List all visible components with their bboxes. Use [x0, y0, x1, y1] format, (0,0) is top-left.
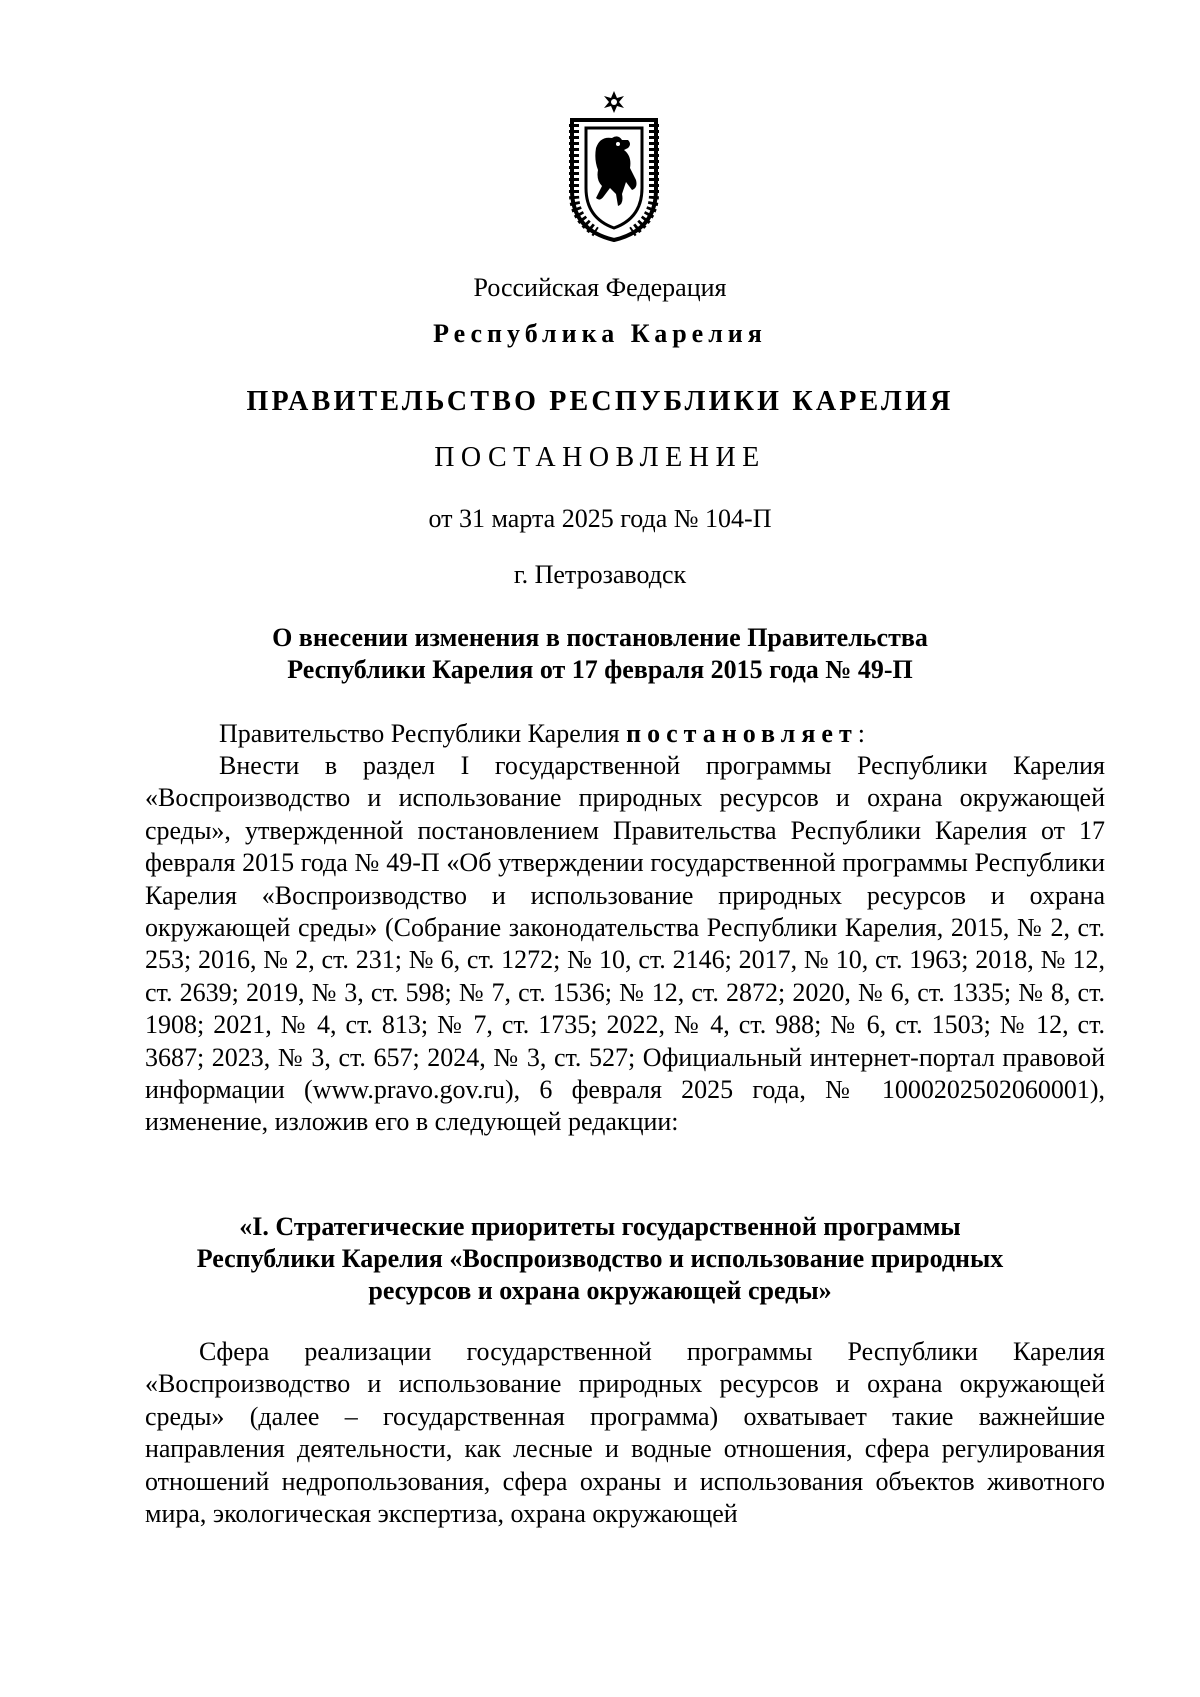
republic-line: Республика Карелия: [433, 319, 767, 348]
section-heading-line: «I. Стратегические приоритеты государственной программы: [239, 1212, 961, 1241]
intro-prefix: Правительство Республики Карелия: [219, 719, 627, 748]
government-line: ПРАВИТЕЛЬСТВО РЕСПУБЛИКИ КАРЕЛИЯ: [246, 386, 954, 417]
section-heading-line: Республики Карелия «Воспроизводство и использование природных: [196, 1244, 1004, 1273]
date-number-line: от 31 марта 2025 года № 104-П: [428, 504, 772, 533]
city-line: г. Петрозаводск: [513, 560, 687, 589]
document-title: [180, 622, 1020, 686]
country-line: Российская Федерация: [473, 273, 727, 302]
intro-emphasis: постановляет: [626, 719, 858, 748]
main-paragraph: Внести в раздел I государственной программы Республики Карелия «Воспроизводство и использование природных ресурсов и охрана окружающей среды», утвержденной постановлением Правительства Республики Карелия от 17 февраля 2015 года № 49-П «Об утверждении государственной программы Республики Карелия «Воспроизводство и использование природных ресурсов и охрана окружающей среды» (Собрание законодательства Республики Карелия, 2015, № 2, ст. 253; 2016, № 2, ст. 231; № 6, ст. 1272; № 10, ст. 2146; 2017, № 10, ст. 1963; 2018, № 12, ст. 2639; 2019, № 3, ст. 598; № 7, ст. 1536; № 12, ст. 2872; 2020, № 6, ст. 1335; № 8, ст. 1908; 2021, № 4, ст. 813; № 7, ст. 1735; 2022, № 4, ст. 988; № 6, ст. 1503; № 12, ст. 3687; 2023, № 3, ст. 657; 2024, № 3, ст. 527; Официальный интернет-портал правовой информации (www.pravo.gov.ru), 6 февраля 2025 года, № 1000202502060001), изменение, изложив его в следующей редакции:: [145, 751, 1105, 1137]
intro-paragraph: [145, 718, 1105, 750]
section-paragraph: Сфера реализации государственной программы Республики Карелия «Воспроизводство и использование природных ресурсов и охрана окружающей среды» (далее – государственная программа) охватывает такие важнейшие направления деятельности, как лесные и водные отношения, сфера регулирования отношений недропользования, сфера охраны и использования объектов животного мира, экологическая экспертиза, охрана окружающей: [145, 1337, 1105, 1529]
section-heading-line: ресурсов и охрана окружающей среды»: [368, 1276, 832, 1305]
section-heading: [180, 1211, 1020, 1307]
document-type: ПОСТАНОВЛЕНИЕ: [434, 442, 766, 473]
karelia-coat-of-arms-icon: [566, 90, 662, 242]
title-line: О внесении изменения в постановление Правительства: [272, 623, 928, 652]
title-line: Республики Карелия от 17 февраля 2015 года № 49-П: [287, 655, 913, 684]
intro-suffix: :: [857, 719, 865, 748]
